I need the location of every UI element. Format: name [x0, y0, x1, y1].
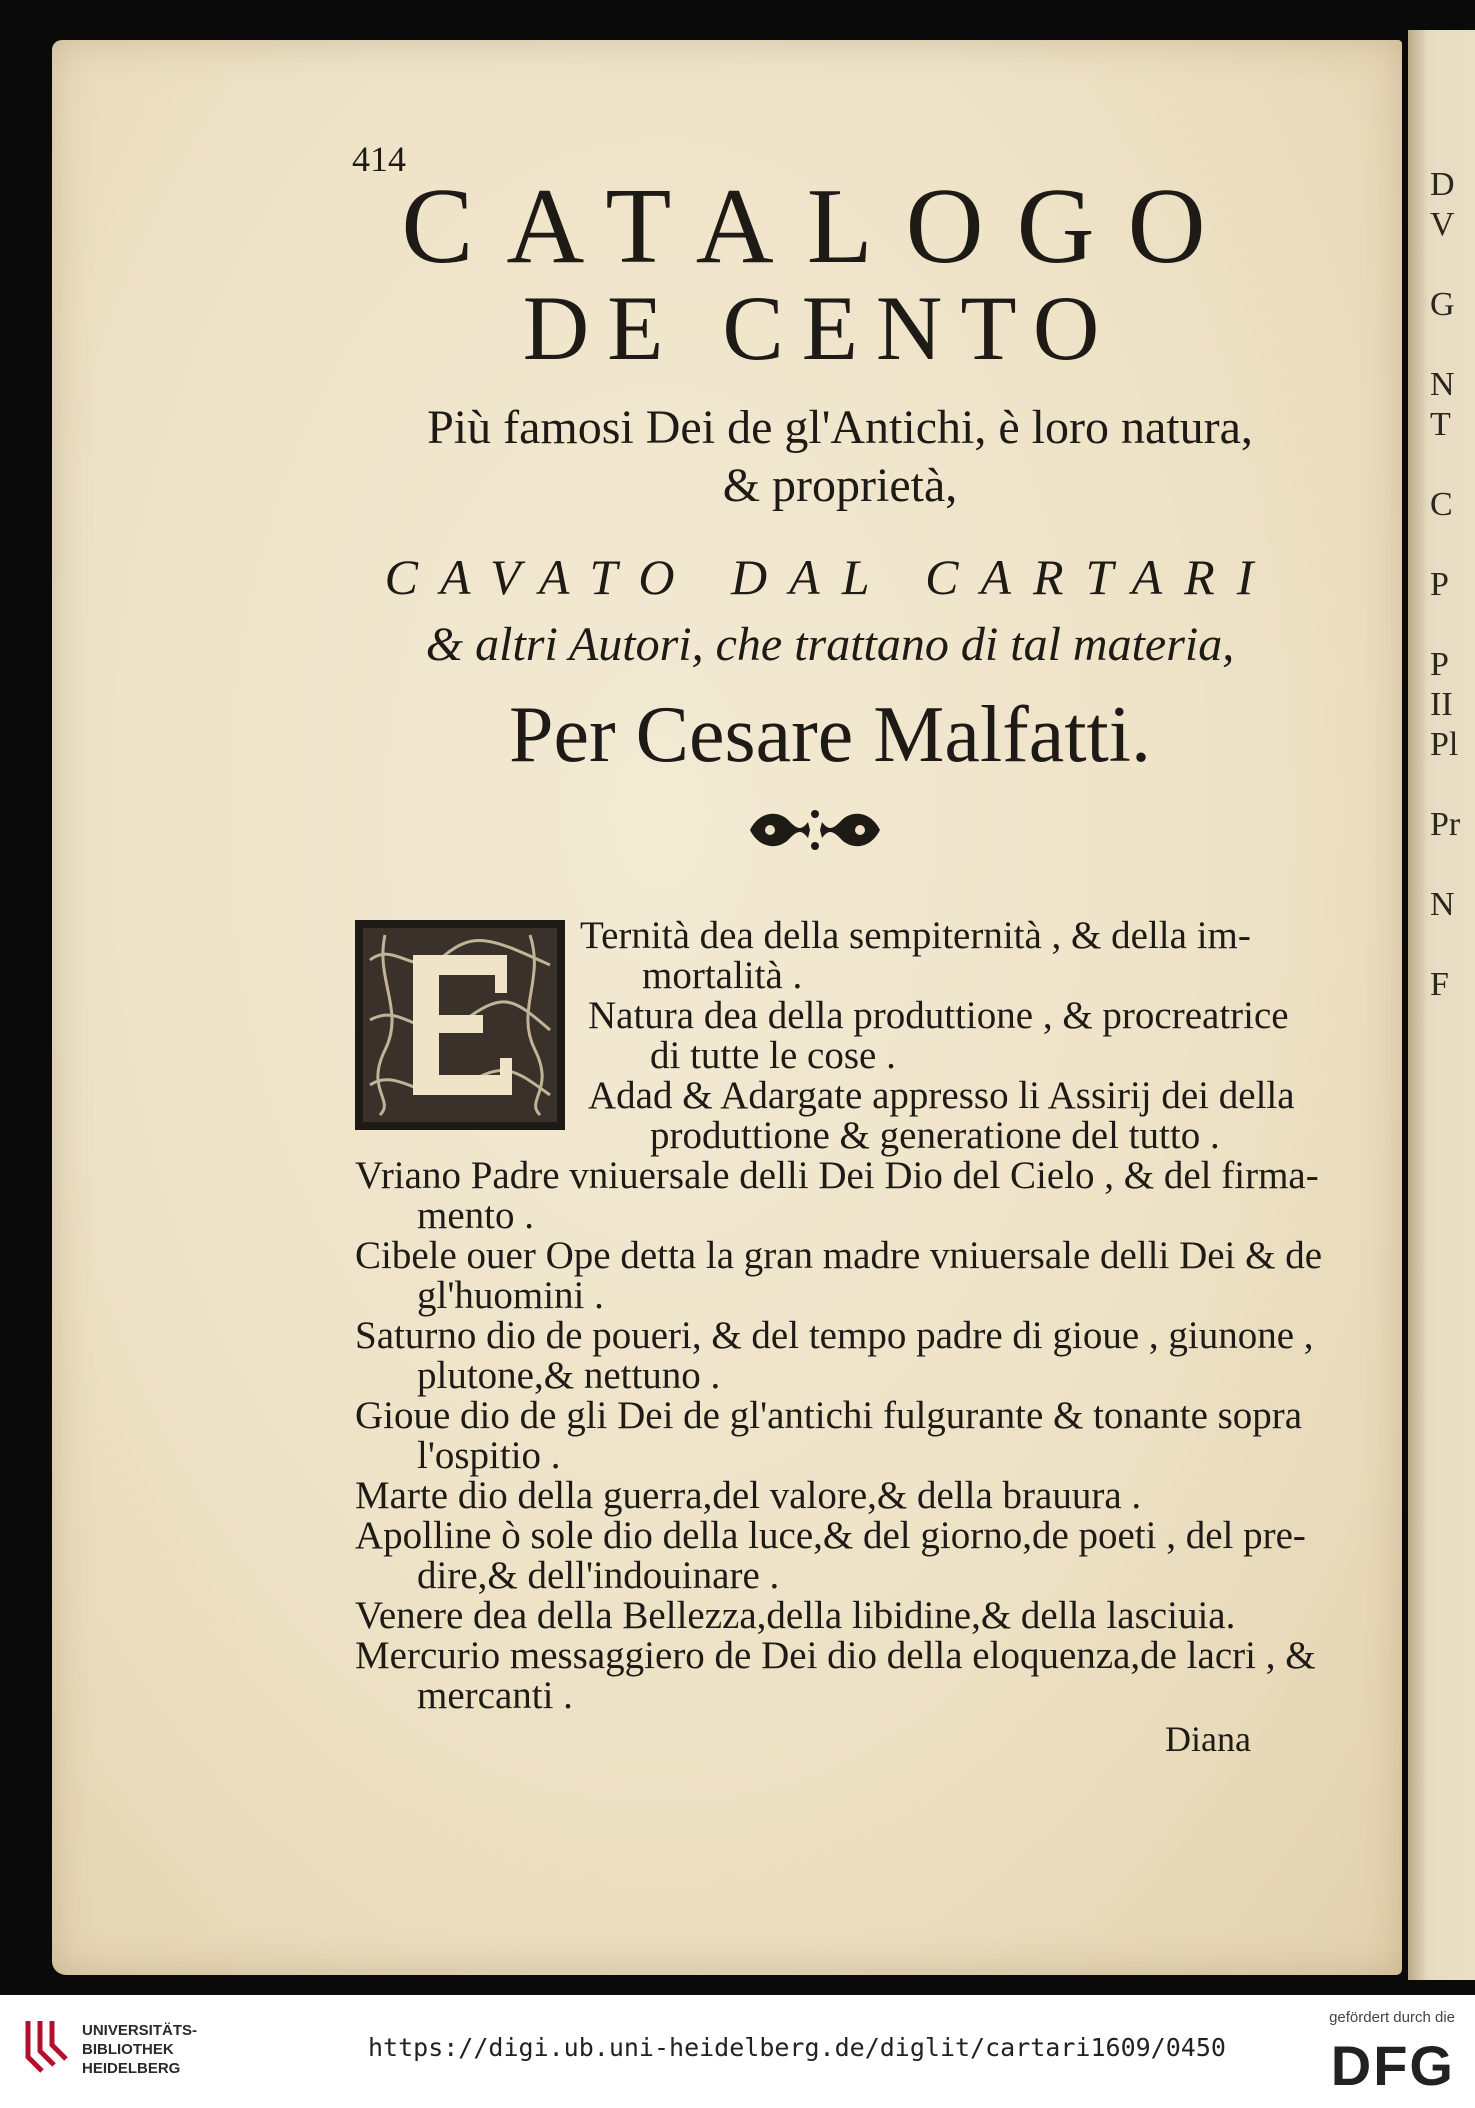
- entry-line-1: Natura dea della produttione , & procreatrice: [588, 994, 1289, 1037]
- entry-line-2: produttione & generatione del tutto .: [650, 1114, 1220, 1157]
- deity-entry: [355, 1396, 1302, 1476]
- entry-line-2: l'ospitio .: [417, 1434, 561, 1477]
- next-page-fragment: II: [1430, 686, 1453, 723]
- next-page-fragment: Pl: [1430, 726, 1459, 763]
- entry-line-2: mortalità .: [642, 954, 803, 997]
- entry-line-1: Mercurio messaggiero de Dei dio della eloquenza,de lacri , &: [355, 1634, 1316, 1677]
- next-page-edge: [1408, 30, 1475, 1980]
- deity-entry: [355, 1596, 1235, 1636]
- entry-line-2: di tutte le cose .: [650, 1034, 896, 1077]
- next-page-fragment: V: [1430, 206, 1455, 243]
- entry-line-1: Marte dio della guerra,del valore,& della brauura .: [355, 1474, 1142, 1517]
- subtitle-line-1: Più famosi Dei de gl'Antichi, è loro natura,: [427, 401, 1253, 454]
- library-name-line-1: UNIVERSITÄTS-: [82, 2022, 198, 2039]
- next-page-fragment: P: [1430, 646, 1449, 683]
- entry-line-2: plutone,& nettuno .: [417, 1354, 721, 1397]
- funding-note: gefördert durch die: [1329, 2009, 1455, 2026]
- next-page-fragment: G: [1430, 286, 1455, 323]
- source-line-2: & altri Autori, che trattano di tal materia,: [425, 618, 1235, 671]
- next-page-fragment: P: [1430, 566, 1449, 603]
- entry-line-1: Apolline ò sole dio della luce,& del giorno,de poeti , del pre-: [355, 1514, 1306, 1557]
- entry-line-1: Vriano Padre vniuersale delli Dei Dio del Cielo , & del firma-: [355, 1154, 1319, 1197]
- entry-line-1: Saturno dio de poueri, & del tempo padre di gioue , giunone ,: [355, 1314, 1314, 1357]
- subtitle-line-2: & proprietà,: [722, 459, 958, 512]
- next-page-fragment: T: [1430, 406, 1451, 443]
- title-line-2: DE CENTO: [522, 277, 1118, 379]
- fleuron-ornament-icon: [740, 800, 890, 860]
- title-line-1: CATALOGO: [401, 167, 1239, 286]
- library-name: [82, 2021, 197, 2078]
- deity-entry: [355, 1236, 1322, 1316]
- next-page-fragment: D: [1430, 166, 1455, 203]
- deity-entry: [355, 1516, 1306, 1596]
- library-name-line-2: BIBLIOTHEK: [82, 2041, 174, 2058]
- library-name-line-3: HEIDELBERG: [82, 2060, 181, 2077]
- entry-line-1: Adad & Adargate appresso li Assirij dei della: [588, 1074, 1295, 1117]
- university-library-logo-icon: [22, 2017, 72, 2079]
- decorated-initial-e-icon: [355, 920, 565, 1130]
- deity-entry: [588, 996, 1289, 1076]
- entry-line-1: Venere dea della Bellezza,della libidine,& della lasciuia.: [355, 1594, 1236, 1637]
- next-page-fragment: F: [1430, 966, 1449, 1003]
- deity-entry: [588, 1076, 1295, 1156]
- author-line: Per Cesare Malfatti.: [509, 691, 1151, 779]
- next-page-fragment: N: [1430, 886, 1455, 923]
- deity-entry: [355, 1476, 1141, 1516]
- dfg-logo: DFG: [1330, 2034, 1455, 2097]
- next-page-fragment: Pr: [1430, 806, 1461, 843]
- viewer-footer: [0, 1995, 1475, 2108]
- permalink-url[interactable]: https://digi.ub.uni-heidelberg.de/diglit/cartari1609/0450: [368, 2033, 1226, 2062]
- entry-line-1: Ternità dea della sempiternità , & della im-: [580, 914, 1251, 957]
- deity-entry: [355, 1156, 1319, 1236]
- page-number: 414: [352, 139, 406, 179]
- catchword: Diana: [1165, 1719, 1251, 1759]
- source-line-1: CAVATO DAL CARTARI: [384, 549, 1276, 605]
- next-page-fragment: N: [1430, 366, 1455, 403]
- entry-line-2: mercanti .: [417, 1674, 573, 1717]
- deity-entry: [580, 916, 1251, 996]
- entry-line-2: gl'huomini .: [417, 1274, 604, 1317]
- deity-entry: [355, 1636, 1316, 1716]
- entry-line-1: Gioue dio de gli Dei de gl'antichi fulgurante & tonante sopra: [355, 1394, 1303, 1437]
- entry-line-1: Cibele ouer Ope detta la gran madre vniuersale delli Dei & de: [355, 1234, 1323, 1277]
- deity-entry: [355, 1316, 1314, 1396]
- next-page-fragment: C: [1430, 486, 1453, 523]
- entry-line-2: dire,& dell'indouinare .: [417, 1554, 780, 1597]
- entry-line-2: mento .: [417, 1194, 534, 1237]
